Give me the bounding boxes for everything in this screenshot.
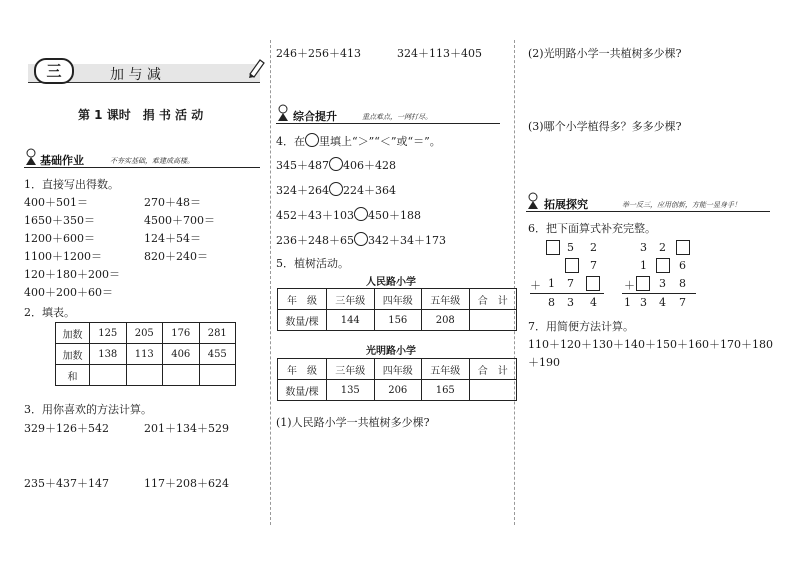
q6-right-digit: 3: [659, 277, 666, 290]
table-cell: 281: [199, 323, 236, 344]
q4-left-expr: 452＋43＋103: [276, 209, 354, 222]
table-cell: 208: [422, 310, 470, 331]
q6-left-digit: 2: [590, 241, 597, 254]
table-header: 年 级: [278, 359, 327, 380]
q6-left-digit: 7: [590, 259, 597, 272]
q6-right-digit: 8: [679, 277, 686, 290]
table-header: 三年级: [327, 359, 375, 380]
q5-table1: [277, 288, 517, 331]
q1-item: 820＋240＝: [144, 250, 208, 263]
q2-table: [55, 322, 236, 386]
blank-box[interactable]: [636, 276, 650, 291]
answer-circle[interactable]: [329, 157, 343, 171]
table-cell: 144: [327, 310, 375, 331]
answer-circle[interactable]: [354, 232, 368, 246]
answer-circle[interactable]: [354, 207, 368, 221]
q5-sub3: (3)哪个小学植得多？多多少棵?: [528, 120, 682, 133]
q3-item: 201＋134＋529: [144, 422, 229, 435]
table-header: 五年级: [422, 359, 470, 380]
table-cell: 176: [163, 323, 200, 344]
q6-right-digit: 1: [640, 259, 647, 272]
table-cell: 165: [422, 380, 470, 401]
blank-box[interactable]: [676, 240, 690, 255]
section-expand-motto: 举一反三，应用创新，方能一显身手！: [622, 201, 741, 209]
q3-item: 329＋126＋542: [24, 422, 109, 435]
q1-item: 1100＋1200＝: [24, 250, 102, 263]
table-cell: 156: [374, 310, 422, 331]
q6-right-digit: 2: [659, 241, 666, 254]
q4-right-expr: 406＋428: [343, 159, 396, 172]
q6-left-digit: 1: [548, 277, 555, 290]
section-expand-label: 拓展探究: [544, 198, 588, 211]
blank-box[interactable]: [565, 258, 579, 273]
table-row: [278, 289, 517, 310]
q6-right-digit: 7: [679, 296, 686, 309]
unit-number-badge: 三: [34, 58, 74, 84]
column-divider-2: [514, 40, 515, 525]
answer-cell[interactable]: [90, 365, 127, 386]
q1-title: 1．直接写出得数。: [24, 178, 119, 191]
q4-right-expr: 224＋364: [343, 184, 396, 197]
q6-left-digit: 5: [567, 241, 574, 254]
mascot-icon: [276, 104, 290, 122]
q4-item: [276, 157, 396, 173]
q6-title: 6．把下面算式补充完整。: [528, 222, 656, 235]
q3-item: 235＋437＋147: [24, 477, 109, 490]
q6-left-line: [530, 293, 604, 294]
q4-right-expr: 342＋34＋173: [368, 234, 446, 247]
table-row: [56, 344, 236, 365]
table-cell: 206: [374, 380, 422, 401]
section-basic-rule: [24, 167, 260, 168]
q1-item: 400＋501＝: [24, 196, 88, 209]
answer-cell[interactable]: [126, 365, 163, 386]
q1-item: 270＋48＝: [144, 196, 201, 209]
table-row: [278, 359, 517, 380]
table-cell: 135: [327, 380, 375, 401]
q6-left-digit: 7: [567, 277, 574, 290]
table-cell: 数量/棵: [278, 310, 327, 331]
table-row: [56, 365, 236, 386]
q4-title-suffix: 里填上“＞”“＜”或“＝”。: [319, 135, 441, 148]
q5-sub1: (1)人民路小学一共植树多少棵?: [276, 416, 430, 429]
q4-item: [276, 182, 396, 198]
table-row: [278, 380, 517, 401]
lesson-title: 第 1 课时 捐 书 活 动: [78, 108, 204, 122]
q1-item: 1650＋350＝: [24, 214, 95, 227]
q4-item: [276, 207, 421, 223]
table-row: [278, 310, 517, 331]
table-cell: 113: [126, 344, 163, 365]
q6-left-digit: 3: [567, 296, 574, 309]
section-basic-label: 基础作业: [40, 154, 84, 167]
q3-item: 246＋256＋413: [276, 47, 361, 60]
answer-cell[interactable]: [469, 380, 517, 401]
blank-box[interactable]: [546, 240, 560, 255]
q4-left-expr: 236＋248＋65: [276, 234, 354, 247]
table-cell: 125: [90, 323, 127, 344]
table-cell: 加数: [56, 344, 90, 365]
q6-left-digit: 4: [590, 296, 597, 309]
table-cell: 138: [90, 344, 127, 365]
table-header: 五年级: [422, 289, 470, 310]
q6-right-plus: ＋: [624, 279, 635, 292]
q5-table2-caption: 光明路小学: [366, 346, 416, 357]
q7-title: 7．用简便方法计算。: [528, 320, 634, 333]
section-expand-rule: [526, 211, 770, 212]
section-improve-rule: [276, 123, 500, 124]
table-cell: 数量/棵: [278, 380, 327, 401]
q5-table2: [277, 358, 517, 401]
table-header: 年 级: [278, 289, 327, 310]
table-cell: 406: [163, 344, 200, 365]
q1-item: 1200＋600＝: [24, 232, 95, 245]
blank-box[interactable]: [656, 258, 670, 273]
compare-circle-icon: [305, 133, 319, 147]
q1-item: 400＋200＋60＝: [24, 286, 113, 299]
answer-cell[interactable]: [469, 310, 517, 331]
answer-cell[interactable]: [163, 365, 200, 386]
q1-item: 120＋180＋200＝: [24, 268, 120, 281]
q4-item: [276, 232, 446, 248]
pencil-icon: [246, 56, 266, 78]
column-divider-1: [270, 40, 271, 525]
q7-line2: ＋190: [528, 356, 560, 369]
answer-cell[interactable]: [199, 365, 236, 386]
mascot-icon: [24, 148, 38, 166]
q6-right-line: [622, 293, 696, 294]
section-improve-motto: 重点难点，一网打尽。: [362, 113, 432, 121]
table-cell: 455: [199, 344, 236, 365]
q7-line1: 110＋120＋130＋140＋150＋160＋170＋180: [528, 338, 773, 351]
section-basic-motto: 不夯实基础，难建成高楼。: [110, 157, 194, 165]
q6-right-digit: 1: [624, 296, 631, 309]
q3-item: 117＋208＋624: [144, 477, 229, 490]
table-cell: 和: [56, 365, 90, 386]
q1-item: 4500＋700＝: [144, 214, 215, 227]
q5-sub2: (2)光明路小学一共植树多少棵?: [528, 47, 682, 60]
q3-item: 324＋113＋405: [397, 47, 482, 60]
table-header: 三年级: [327, 289, 375, 310]
table-header: 合 计: [469, 289, 517, 310]
q5-title: 5．植树活动。: [276, 257, 349, 270]
q3-title: 3．用你喜欢的方法计算。: [24, 403, 152, 416]
q6-left-plus: ＋: [530, 279, 541, 292]
q4-right-expr: 450＋188: [368, 209, 421, 222]
table-cell: 加数: [56, 323, 90, 344]
q1-item: 124＋54＝: [144, 232, 201, 245]
blank-box[interactable]: [586, 276, 600, 291]
q6-right-digit: 3: [640, 296, 647, 309]
q6-left-digit: 8: [548, 296, 555, 309]
q4-title-prefix: 4．在: [276, 135, 305, 148]
table-header: 四年级: [374, 289, 422, 310]
table-header: 四年级: [374, 359, 422, 380]
table-cell: 205: [126, 323, 163, 344]
q4-title: [276, 133, 441, 149]
q6-right-digit: 3: [640, 241, 647, 254]
answer-circle[interactable]: [329, 182, 343, 196]
section-improve-label: 综合提升: [293, 110, 337, 123]
q6-right-digit: 4: [659, 296, 666, 309]
table-row: [56, 323, 236, 344]
mascot-icon: [526, 192, 540, 210]
q4-left-expr: 324＋264: [276, 184, 329, 197]
q4-left-expr: 345＋487: [276, 159, 329, 172]
q2-title: 2．填表。: [24, 306, 75, 319]
q5-table1-caption: 人民路小学: [366, 277, 416, 288]
unit-title: 加 与 减: [110, 67, 161, 83]
table-header: 合 计: [469, 359, 517, 380]
q6-right-digit: 6: [679, 259, 686, 272]
